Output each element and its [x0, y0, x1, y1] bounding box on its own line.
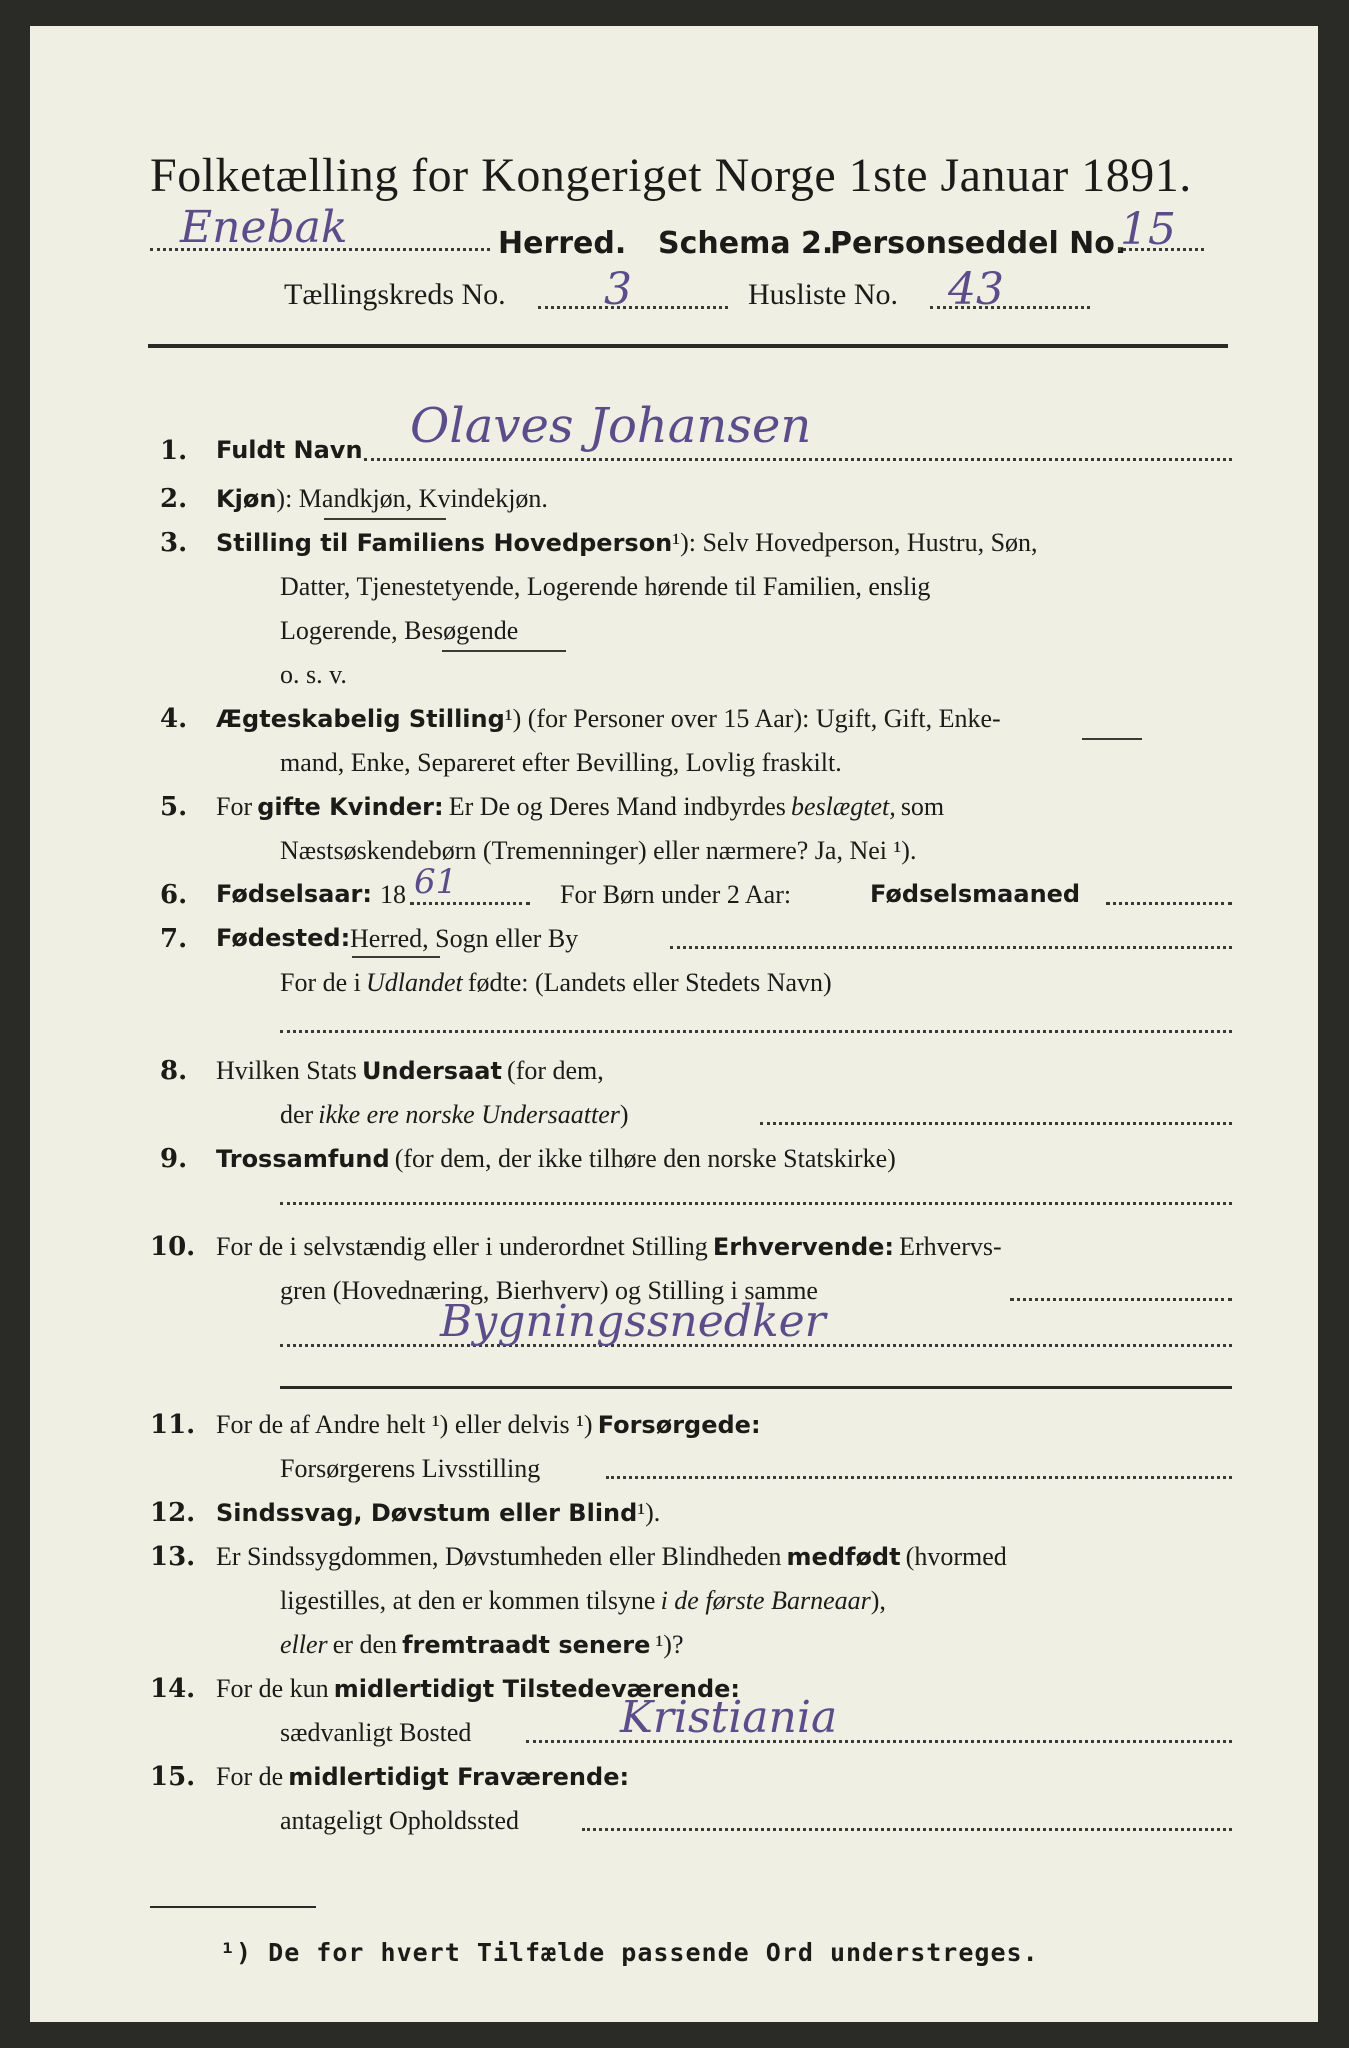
q15-pre: For de — [216, 1762, 284, 1791]
q9-number: 9. — [160, 1144, 188, 1174]
q3-line1 — [216, 528, 1038, 558]
header-rule — [148, 344, 1228, 348]
q15-line1 — [216, 1762, 629, 1792]
q11-pre: For de af Andre helt ¹) eller delvis ¹) — [216, 1410, 593, 1439]
q13-line3c: ¹)? — [655, 1630, 684, 1659]
q14-number: 14. — [150, 1674, 196, 1704]
q6-label: Fødselsaar: — [216, 880, 372, 908]
q2-text — [216, 484, 548, 514]
q13-line3a: er den — [332, 1630, 397, 1659]
q6-prefix: 18 — [380, 880, 406, 909]
herred-label: Herred. — [498, 226, 627, 261]
q5-pre: For — [216, 792, 253, 821]
q15-leader — [582, 1828, 1232, 1831]
q6-number: 6. — [160, 880, 188, 910]
form-title: Folketælling for Kongeriget Norge 1ste Januar 1891. — [150, 149, 1192, 202]
herred-value: Enebak — [180, 202, 348, 253]
q2-number: 2. — [160, 484, 188, 514]
q14-line2: sædvanligt Bosted — [280, 1718, 472, 1747]
q4-rest1: ¹) (for Personer over 15 Aar): Ugift, Gift, Enke- — [504, 704, 1001, 733]
q1-name-value: Olaves Johansen — [410, 398, 812, 454]
q12-label: Sindssvag, Døvstum eller Blind — [216, 1499, 638, 1527]
q13-rest: (hvormed — [905, 1542, 1007, 1571]
q1-number: 1. — [160, 436, 188, 466]
q4-line2: mand, Enke, Separeret efter Bevilling, Lovlig fraskilt. — [280, 748, 842, 777]
q5-line1 — [216, 792, 944, 822]
q7-label: Fødested: — [216, 924, 351, 952]
q5-rest1b: som — [900, 792, 945, 821]
q7-rest: Herred, Sogn eller By — [350, 924, 579, 953]
q10-line1 — [216, 1232, 1002, 1262]
q4-underline-gift — [1082, 738, 1142, 740]
q9-line1 — [216, 1144, 896, 1174]
q11-leader — [606, 1476, 1232, 1479]
q3-line4: o. s. v. — [280, 660, 347, 689]
q13-line2a: ligestilles, at den er kommen tilsyne — [280, 1586, 656, 1615]
q13-line3b: fremtraadt senere — [402, 1631, 651, 1659]
q3-number: 3. — [160, 528, 188, 558]
q6-rest: For Børn under 2 Aar: — [560, 880, 792, 909]
q8-label: Undersaat — [361, 1057, 502, 1085]
q10-pre: For de i selvstændig eller i underordnet Stilling — [216, 1232, 708, 1261]
q13-pre: Er Sindssygdommen, Døvstumheden eller Blindheden — [216, 1542, 782, 1571]
q12-line1 — [216, 1498, 660, 1528]
q7-leader — [670, 946, 1232, 949]
q12-number: 12. — [150, 1498, 196, 1528]
footnote: ¹) De for hvert Tilfælde passende Ord understreges. — [220, 1938, 1039, 1967]
q8-line2b: ) — [619, 1100, 629, 1129]
q7-line2 — [280, 968, 832, 998]
q6-year-leader — [410, 902, 530, 905]
q13-number: 13. — [150, 1542, 196, 1572]
q13-line2b: ), — [870, 1586, 886, 1615]
q11-line1 — [216, 1410, 761, 1440]
kreds-value: 3 — [604, 264, 632, 315]
q5-italic: beslægtet, — [791, 792, 896, 821]
q3-label: Stilling til Familiens Hovedperson — [216, 529, 673, 557]
q13-line2i: i de første Barneaar — [660, 1586, 871, 1615]
husliste-label: Husliste No. — [748, 278, 898, 311]
q14-pre: For de kun — [216, 1674, 329, 1703]
q5-rest1: Er De og Deres Mand indbyrdes — [448, 792, 786, 821]
q7-line2b: fødte: (Landets eller Stedets Navn) — [467, 968, 832, 997]
personseddel-value: 15 — [1120, 204, 1176, 255]
q10-rest: Erhvervs- — [899, 1232, 1002, 1261]
q11-label: Forsørgede: — [597, 1411, 761, 1439]
q5-line2: Næstsøskendebørn (Tremenninger) eller nærmere? Ja, Nei ¹). — [280, 836, 917, 865]
q7-underline-herred — [352, 956, 440, 958]
q7-number: 7. — [160, 924, 188, 954]
q13-line3i: eller — [280, 1630, 328, 1659]
q8-line1 — [216, 1056, 604, 1086]
q15-line2: antageligt Opholdssted — [280, 1806, 520, 1835]
q6-year-value: 61 — [414, 862, 458, 902]
q15-number: 15. — [150, 1762, 196, 1792]
q10-line2: gren (Hovednæring, Bierhverv) og Stilling i samme — [280, 1276, 818, 1305]
q9-rest: (for dem, der ikke tilhøre den norske Statskirke) — [394, 1144, 896, 1173]
q1-leader — [364, 458, 1232, 461]
q12-rest: ¹). — [637, 1498, 661, 1527]
kreds-leader — [538, 306, 728, 309]
q7-abroad-leader — [280, 1030, 1232, 1033]
q8-rest: (for dem, — [507, 1056, 604, 1085]
q11-line2: Forsørgerens Livsstilling — [280, 1454, 541, 1483]
schema-label: Schema 2. — [658, 226, 834, 261]
q10-number: 10. — [150, 1232, 196, 1262]
q7-line2a: For de i — [280, 968, 361, 997]
q6-label2: Fødselsmaaned — [870, 880, 1081, 908]
q13-line3 — [280, 1630, 684, 1660]
q13-line1 — [216, 1542, 1007, 1572]
q6-month-leader — [1106, 902, 1232, 905]
q3-line2: Datter, Tjenestetyende, Logerende hørende til Familien, enslig — [280, 572, 931, 601]
q7-line2i: Udlandet — [365, 968, 463, 997]
q8-line2 — [280, 1100, 629, 1130]
q13-label: medfødt — [786, 1543, 901, 1571]
q4-number: 4. — [160, 704, 188, 734]
q8-leader — [760, 1122, 1232, 1125]
q1-label: Fuldt Navn — [216, 436, 363, 464]
q4-label: Ægteskabelig Stilling — [216, 705, 505, 733]
footnote-rule — [150, 1906, 316, 1908]
q13-line2 — [280, 1586, 886, 1616]
census-form-sheet — [30, 26, 1318, 2022]
q4-line1 — [216, 704, 1001, 734]
q11-number: 11. — [150, 1410, 196, 1440]
husliste-value: 43 — [948, 264, 1004, 315]
q5-number: 5. — [160, 792, 188, 822]
q2-rest: ): Mandkjøn, Kvindekjøn. — [276, 484, 548, 513]
q8-number: 8. — [160, 1056, 188, 1086]
q14-bosted-value: Kristiania — [620, 1692, 838, 1743]
q15-label: midlertidigt Fraværende: — [288, 1763, 630, 1791]
q5-label: gifte Kvinder: — [257, 793, 444, 821]
q2-label: Kjøn — [216, 485, 277, 513]
q10-label: Erhvervende: — [712, 1233, 895, 1261]
q10-rule — [280, 1386, 1232, 1389]
q8-line2i: ikke ere norske Undersaatter — [318, 1100, 620, 1129]
kreds-label: Tællingskreds No. — [284, 278, 506, 311]
q9-leader — [280, 1202, 1232, 1205]
q14-label: midlertidigt Tilstedeværende: — [333, 1675, 740, 1703]
q10-leader-1 — [1010, 1298, 1232, 1301]
q3-underline-besogende — [442, 650, 566, 652]
q8-line2a: der — [280, 1100, 314, 1129]
q2-underline-mandkjon — [324, 518, 446, 520]
personseddel-label: Personseddel No. — [830, 226, 1127, 261]
q8-pre: Hvilken Stats — [216, 1056, 357, 1085]
q3-line3: Logerende, Besøgende — [280, 616, 519, 645]
q9-label: Trossamfund — [216, 1145, 390, 1173]
q10-occupation-value: Bygningssnedker — [440, 1296, 826, 1347]
q3-rest1: ¹): Selv Hovedperson, Hustru, Søn, — [672, 528, 1038, 557]
